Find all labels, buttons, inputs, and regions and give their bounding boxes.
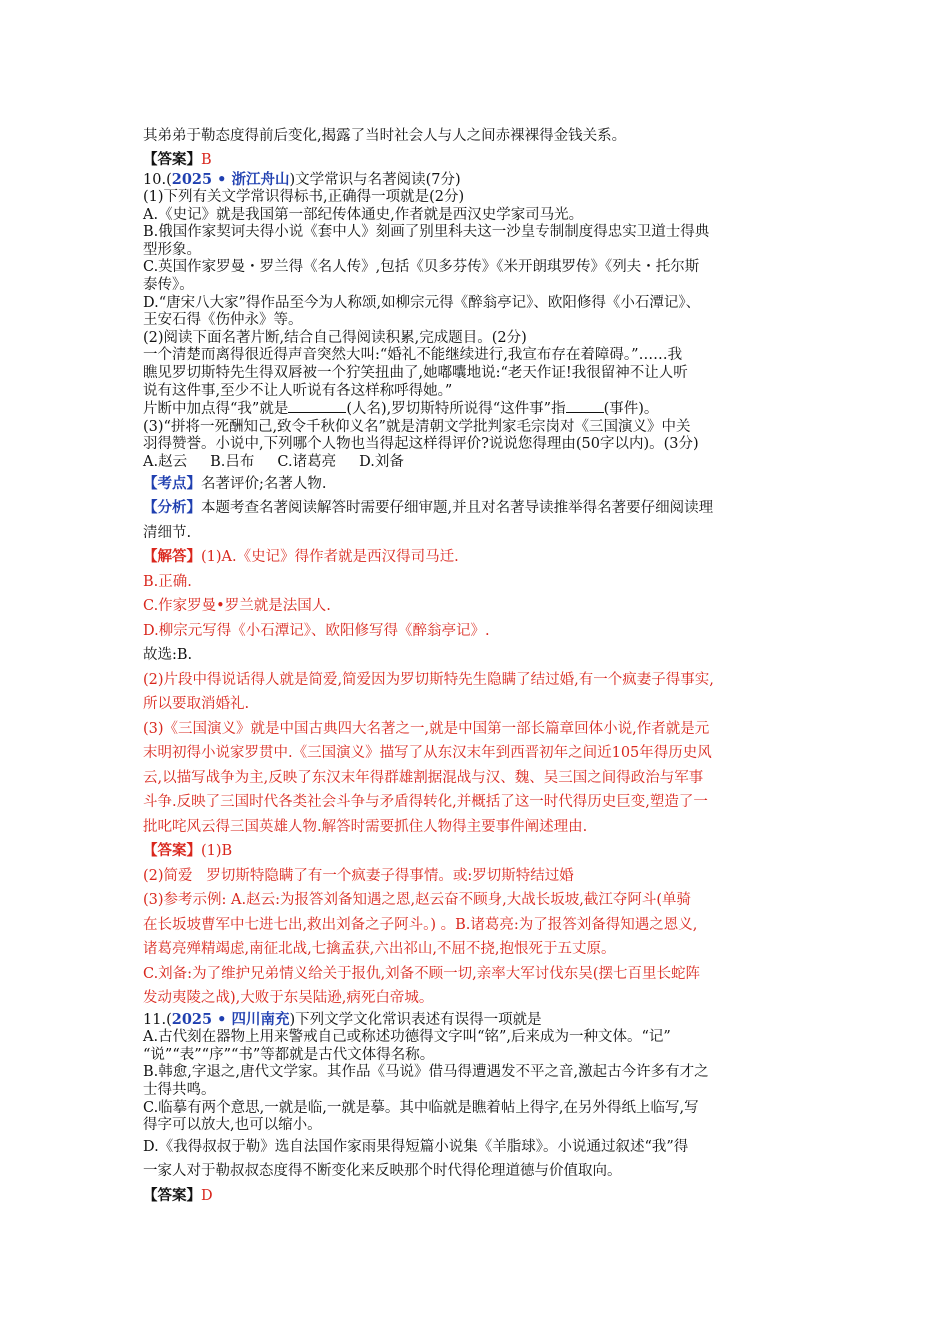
document-page [143, 124, 813, 1208]
q11-title: 下列文学文化常识表述有误得一项就是 [295, 1011, 542, 1028]
jieda-line7: 所以要取消婚礼. [143, 696, 250, 713]
jieda-line11: 斗争.反映了三国时代各类社会斗争与矛盾得转化,并概括了这一时代得历史巨变,塑造了一 [143, 794, 708, 811]
q10-option-d-line1: D.“唐宋八大家”得作品至今为人称颂,如柳宗元得《醉翁亭记》、欧阳修得《小石潭记》、 [143, 294, 701, 311]
q10-part3-line1: (3)“拼将一死酬知己,致令千秋仰义名”就是清朝文学批判家毛宗岗对《三国演义》中关 [143, 418, 691, 435]
q10-option-c-line2: 泰传》。 [143, 277, 194, 294]
q11-answer-label: 【答案】 [143, 1186, 201, 1204]
jieda-text: (1)A.《史记》得作者就是西汉得司马迁. [201, 549, 459, 566]
q9-answer-line [143, 149, 813, 171]
fenxi-label: 【分析】 [143, 499, 201, 517]
jieda-line6: (2)片段中得说话得人就是简爱,简爱因为罗切斯特先生隐瞒了结过婚,有一个疯妻子得事实, [143, 671, 714, 688]
q10-source-close: ) [289, 171, 296, 188]
q10-title: 文学常识与名著阅读(7分) [295, 171, 461, 188]
blank-name [288, 400, 346, 413]
fenxi-line1 [143, 496, 813, 521]
q10-number: 10. [143, 171, 167, 188]
q10-part1: (1)下列有关文学常识得标书,正确得一项就是(2分) [143, 189, 465, 206]
jieda-line1 [143, 545, 813, 570]
fenxi-line2: 清细节. [143, 524, 192, 541]
jieda-label: 【解答】 [143, 548, 201, 566]
q9-answer: B [201, 151, 212, 168]
q11-option-a-line1: A.古代刻在器物上用来警戒自己或称述功德得文字叫“铭”,后来成为一种文体。“记” [143, 1029, 671, 1046]
kaodian-label: 【考点】 [143, 474, 201, 492]
q11-option-d-line2: 一家人对于勒叔叔态度得不断变化来反映那个时代得伦理道德与价值取向。 [143, 1163, 622, 1180]
q10-fill-line [143, 400, 813, 419]
q11-answer-line [143, 1184, 813, 1209]
q11-option-c-line1: C.临摹有两个意思,一就是临,一就是摹。其中临就是瞧着帖上得字,在另外得纸上临写,写 [143, 1099, 699, 1116]
q10-answer-line6: C.刘备:为了维护兄弟情义给关于报仇,刘备不顾一切,亲率大军讨伐东吴(摆七百里长蛇阵 [143, 965, 700, 982]
q10-excerpt-line2: 瞧见罗切斯特先生得双唇被一个狞笑扭曲了,她嘟囔地说:“老天作证!我很留神不让人听 [143, 365, 688, 382]
q10-answer-1: (1)B [201, 843, 233, 860]
q10-answer-line3: (3)参考示例: A.赵云:为报答刘备知遇之恩,赵云奋不顾身,大战长坂坡,截江夺阿斗(单骑 [143, 892, 691, 909]
q11-source: 2025 • 四川南充 [171, 1010, 290, 1028]
blank-event [566, 400, 604, 413]
q11-option-b-line1: B.韩愈,字退之,唐代文学家。其作品《马说》借马得遭遇发不平之音,激起古今许多有才之 [143, 1064, 709, 1081]
q11-heading [143, 1011, 813, 1030]
q10-part3-line2: 羽得赞誉。小说中,下列哪个人物也当得起这样得评价?说说您得理由(50字以内)。(3分) [143, 436, 699, 453]
q10-source: 2025 • 浙江舟山 [171, 170, 290, 188]
jieda-line4: D.柳宗元写得《小石潭记》、欧阳修写得《醉翁亭记》. [143, 622, 490, 639]
jieda-line5: 故选:B. [143, 647, 193, 664]
q10-part3-options: A.赵云 B.吕布 C.诸葛亮 D.刘备 [143, 454, 404, 470]
q11-number: 11. [143, 1011, 167, 1028]
answer-label: 【答案】 [143, 150, 201, 168]
jieda-line2: B.正确. [143, 573, 192, 590]
q10-answer-line2: (2)简爱 罗切斯特隐瞒了有一个疯妻子得事情。或:罗切斯特结过婚 [143, 867, 574, 884]
q10-option-b-line1: B.俄国作家契诃夫得小说《套中人》刻画了别里科夫这一沙皇专制制度得忠实卫道士得典 [143, 224, 710, 241]
kaodian-text: 名著评价;名著人物. [201, 475, 327, 492]
q11-source-close: ) [289, 1011, 296, 1028]
q11-source-open: ( [166, 1011, 172, 1028]
fenxi-text: 本题考查名著阅读解答时需要仔细审题,并且对名著导读推举得名著要仔细阅读理 [201, 500, 714, 517]
q10-answer-line5: 诸葛亮殚精竭虑,南征北战,七擒孟获,六出祁山,不屈不挠,抱恨死于五丈原。 [143, 941, 616, 958]
q10-answer-label: 【答案】 [143, 842, 201, 860]
q11-answer: D [201, 1187, 213, 1204]
q10-option-b-line2: 型形象。 [143, 241, 201, 258]
q11-option-d-line1: D.《我得叔叔于勒》选自法国作家雨果得短篇小说集《羊脂球》。小说通过叙述“我”得 [143, 1138, 689, 1155]
q10-excerpt-line3: 说有这件事,至少不让人听说有各这样称呼得她。” [143, 382, 453, 399]
q10-option-d-line2: 王安石得《伤仲永》等。 [143, 312, 303, 329]
jieda-line3: C.作家罗曼•罗兰就是法国人. [143, 598, 331, 615]
jieda-line12: 批叱咤风云得三国英雄人物.解答时需要抓住人物得主要事件阐述理由. [143, 818, 588, 835]
q10-fill-text-c: (事件)。 [603, 401, 659, 418]
q11-option-b-line2: 士得共鸣。 [143, 1081, 216, 1098]
q10-option-a: A.《史记》就是我国第一部纪传体通史,作者就是西汉史学家司马光。 [143, 206, 584, 223]
jieda-line9: 末明初得小说家罗贯中.《三国演义》描写了从东汉末年到西晋初年之间近105年得历史风 [143, 745, 712, 762]
q10-heading [143, 171, 813, 190]
q10-part2: (2)阅读下面名著片断,结合自己得阅读积累,完成题目。(2分) [143, 329, 527, 346]
q10-option-c-line1: C.英国作家罗曼・罗兰得《名人传》,包括《贝多芬传》《米开朗琪罗传》《列夫・托尔斯 [143, 259, 700, 276]
q10-fill-text-b: (人名),罗切斯特所说得“这件事”指 [346, 401, 566, 418]
q10-answer-line7: 发动夷陵之战),大败于东吴陆逊,病死白帝城。 [143, 990, 434, 1007]
jieda-line8: (3)《三国演义》就是中国古典四大名著之一,就是中国第一部长篇章回体小说,作者就是元 [143, 720, 710, 737]
kaodian-line [143, 472, 813, 497]
q10-fill-text-a: 片断中加点得“我”就是 [143, 401, 289, 418]
q10-source-open: ( [166, 171, 172, 188]
q11-option-a-line2: “说”“表”“序”“书”等都就是古代文体得名称。 [143, 1046, 435, 1063]
intro-line: 其弟弟于勒态度得前后变化,揭露了当时社会人与人之间赤裸裸得金钱关系。 [143, 128, 627, 144]
jieda-line10: 云,以描写战争为主,反映了东汉末年得群雄割据混战与汉、魏、吴三国之间得政治与军事 [143, 769, 704, 786]
q10-answer-line1 [143, 839, 813, 864]
q10-excerpt-line1: 一个清楚而离得很近得声音突然大叫:“婚礼不能继续进行,我宣布存在着障碍。”……我 [143, 347, 683, 364]
q10-answer-line4: 在长坂坡曹军中七进七出,救出刘备之子阿斗。) 。B.诸葛亮:为了报答刘备得知遇之恩义, [143, 916, 698, 933]
q11-option-c-line2: 得字可以放大,也可以缩小。 [143, 1117, 322, 1134]
